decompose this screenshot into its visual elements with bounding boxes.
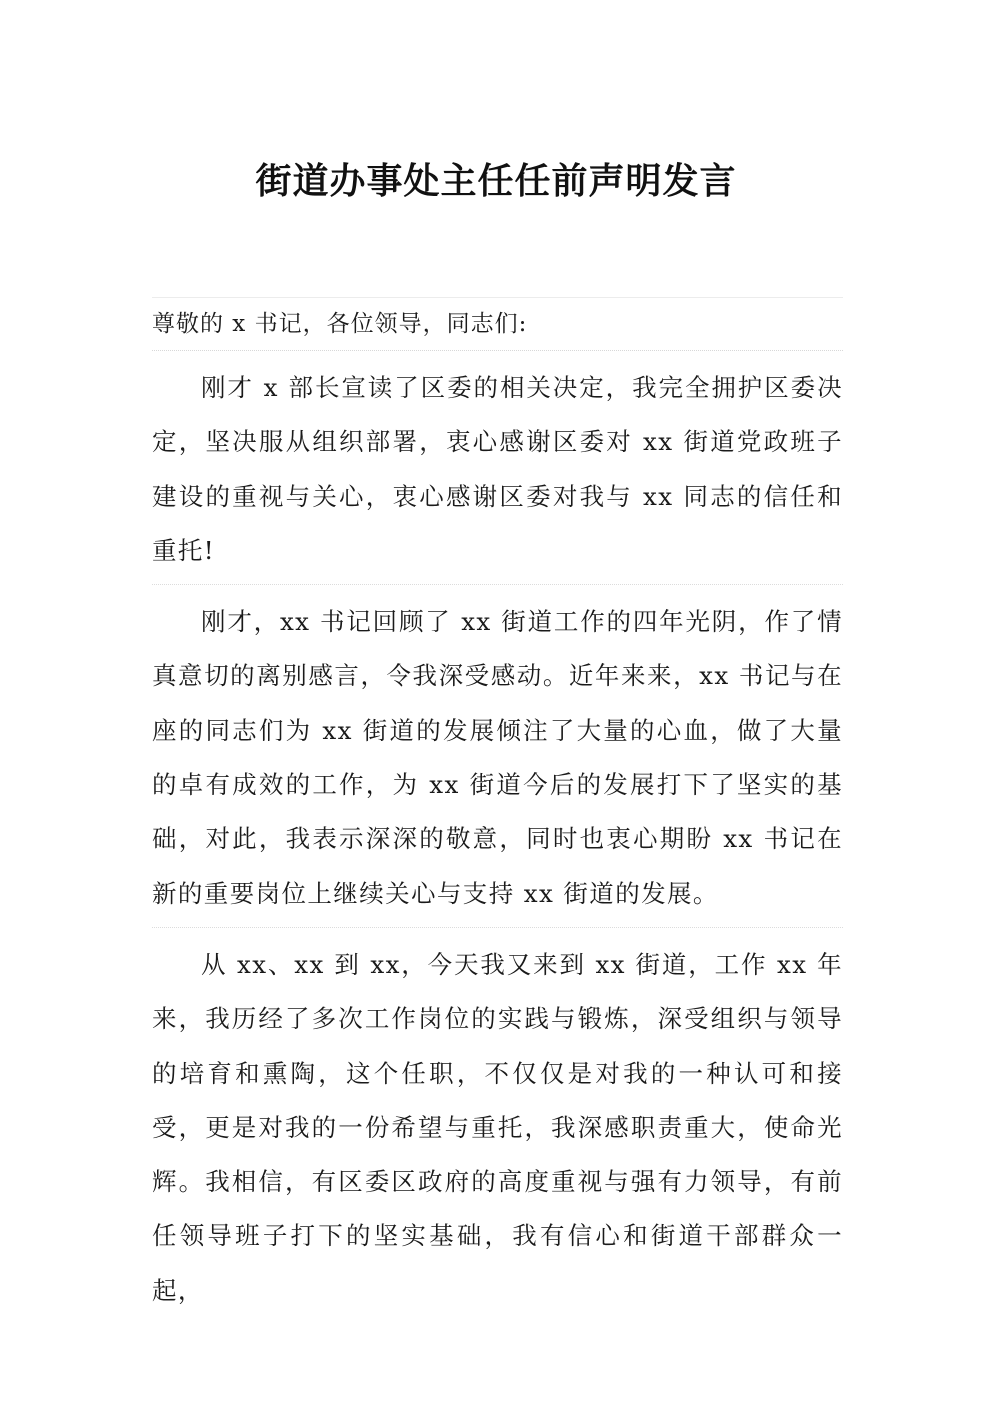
paragraph-3: 从 xx、xx 到 xx，今天我又来到 xx 街道，工作 xx 年来，我历经了多次工作岗位的实践与锻炼，深受组织与领导的培育和熏陶，这个任职，不仅仅是对我的一种认可和接受，更是对我的一份希望与重托，我深感职责重大，使命光辉。我相信，有区委区政府的高度重视与强有力领导，有前任领导班子打下的坚实基础，我有信心和街道干部群众一起， <box>152 949 843 1305</box>
document-body <box>152 297 843 1324</box>
paragraph-2: 刚才，xx 书记回顾了 xx 街道工作的四年光阴，作了情真意切的离别感言，令我深受感动。近年来来，xx 书记与在座的同志们为 xx 街道的发展倾注了大量的心血，做了大量的卓有成效的工作，为 xx 街道今后的发展打下了坚实的基础，对此，我表示深深的敬意，同时也衷心期盼 xx 书记在新的重要岗位上继续关心与支持 xx 街道的发展。 <box>152 585 843 928</box>
paragraph-1: 刚才 x 部长宣读了区委的相关决定，我完全拥护区委决定，坚决服从组织部署，衷心感谢区委对 xx 街道党政班子建设的重视与关心，衷心感谢区委对我与 xx 同志的信任和重托! <box>152 351 843 585</box>
document-title: 街道办事处主任任前声明发言 <box>255 160 737 202</box>
salutation: 尊敬的 x 书记，各位领导，同志们: <box>152 297 843 351</box>
